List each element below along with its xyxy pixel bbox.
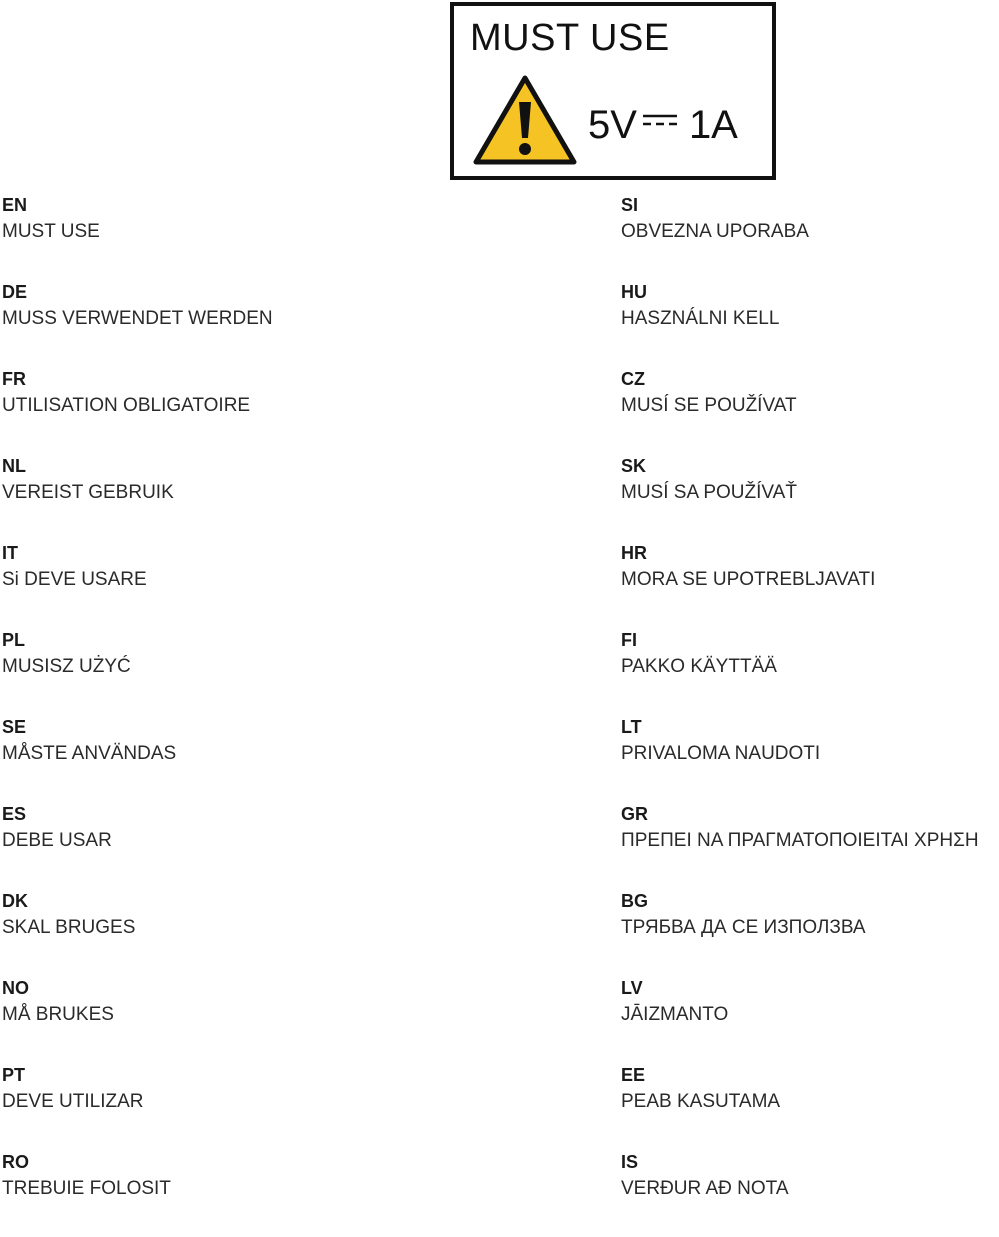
- language-code: LT: [621, 717, 642, 737]
- language-code: PT: [2, 1065, 26, 1085]
- language-code: DE: [2, 282, 28, 302]
- language-text: MUSÍ SE POUŽÍVAT: [621, 395, 797, 416]
- language-code: PL: [2, 630, 26, 650]
- language-entry: [621, 1063, 999, 1150]
- language-code: LV: [621, 978, 643, 998]
- language-code: FI: [621, 630, 637, 650]
- language-text: MUSISZ UŻYĆ: [2, 656, 131, 677]
- language-text: JĀIZMANTO: [621, 1004, 729, 1025]
- language-entry: [621, 976, 999, 1063]
- language-entry: [621, 454, 999, 541]
- language-entry: [2, 367, 382, 454]
- language-entry: [2, 1150, 382, 1237]
- language-entry: [2, 454, 382, 541]
- language-code: SE: [2, 717, 27, 737]
- language-entry: [621, 1150, 999, 1237]
- current-value: 1A: [688, 103, 738, 147]
- language-text: MORA SE UPOTREBLJAVATI: [621, 569, 876, 590]
- language-code: SI: [621, 195, 639, 215]
- language-text: ΠΡΕΠΕΙ ΝΑ ΠΡΑΓΜΑΤΟΠΟΙΕΙΤΑΙ ΧΡΗΣΗ: [621, 830, 979, 851]
- language-entry: [621, 193, 999, 280]
- language-code: EN: [2, 195, 28, 215]
- language-entry: [621, 889, 999, 976]
- language-text: PEAB KASUTAMA: [621, 1091, 781, 1112]
- language-text: DEVE UTILIZAR: [2, 1091, 144, 1112]
- language-list-right: [621, 193, 999, 1237]
- language-code: GR: [621, 804, 648, 824]
- language-code: IS: [621, 1152, 639, 1172]
- language-code: RO: [2, 1152, 29, 1172]
- language-entry: [2, 628, 382, 715]
- language-code: BG: [621, 891, 648, 911]
- language-text: DEBE USAR: [2, 830, 112, 851]
- language-text: HASZNÁLNI KELL: [621, 308, 780, 329]
- language-code: ES: [2, 804, 27, 824]
- language-entry: [621, 628, 999, 715]
- label-title: MUST USE: [470, 17, 670, 59]
- language-entry: [2, 193, 382, 280]
- language-text: MUST USE: [2, 221, 100, 242]
- language-code: CZ: [621, 369, 645, 389]
- language-entry: [621, 367, 999, 454]
- warning-triangle-icon: [472, 74, 578, 166]
- language-entry: [621, 541, 999, 628]
- language-text: MUSÍ SA POUŽÍVAŤ: [621, 482, 797, 503]
- language-text: Si DEVE USARE: [2, 569, 147, 590]
- voltage-value: 5V: [588, 103, 637, 147]
- language-entry: [621, 802, 999, 889]
- language-text: VERÐUR AÐ NOTA: [621, 1178, 789, 1199]
- language-code: EE: [621, 1065, 646, 1085]
- dc-current-icon: [643, 112, 677, 128]
- must-use-label: [450, 2, 776, 180]
- language-entry: [2, 715, 382, 802]
- language-code: FR: [2, 369, 26, 389]
- language-text: TREBUIE FOLOSIT: [2, 1178, 171, 1199]
- language-text: MÅSTE ANVÄNDAS: [2, 743, 177, 764]
- language-code: HR: [621, 543, 647, 563]
- language-entry: [2, 1063, 382, 1150]
- language-entry: [621, 280, 999, 367]
- language-text: UTILISATION OBLIGATOIRE: [2, 395, 251, 416]
- language-list-left: [2, 193, 382, 1237]
- language-text: ТРЯБВА ДА СЕ ИЗПОЛЗВА: [621, 917, 866, 938]
- language-code: NO: [2, 978, 29, 998]
- language-entry: [2, 280, 382, 367]
- language-entry: [621, 715, 999, 802]
- language-code: SK: [621, 456, 647, 476]
- power-rating: [588, 102, 738, 148]
- language-entry: [2, 541, 382, 628]
- language-text: MUSS VERWENDET WERDEN: [2, 308, 273, 329]
- language-text: PRIVALOMA NAUDOTI: [621, 743, 821, 764]
- language-text: VEREIST GEBRUIK: [2, 482, 174, 503]
- language-text: SKAL BRUGES: [2, 917, 136, 938]
- language-text: OBVEZNA UPORABA: [621, 221, 809, 242]
- language-entry: [2, 802, 382, 889]
- language-code: HU: [621, 282, 647, 302]
- language-text: PAKKO KÄYTTÄÄ: [621, 656, 777, 677]
- language-code: NL: [2, 456, 26, 476]
- language-entry: [2, 976, 382, 1063]
- language-code: IT: [2, 543, 18, 563]
- language-entry: [2, 889, 382, 976]
- language-code: DK: [2, 891, 28, 911]
- language-text: MÅ BRUKES: [2, 1004, 114, 1025]
